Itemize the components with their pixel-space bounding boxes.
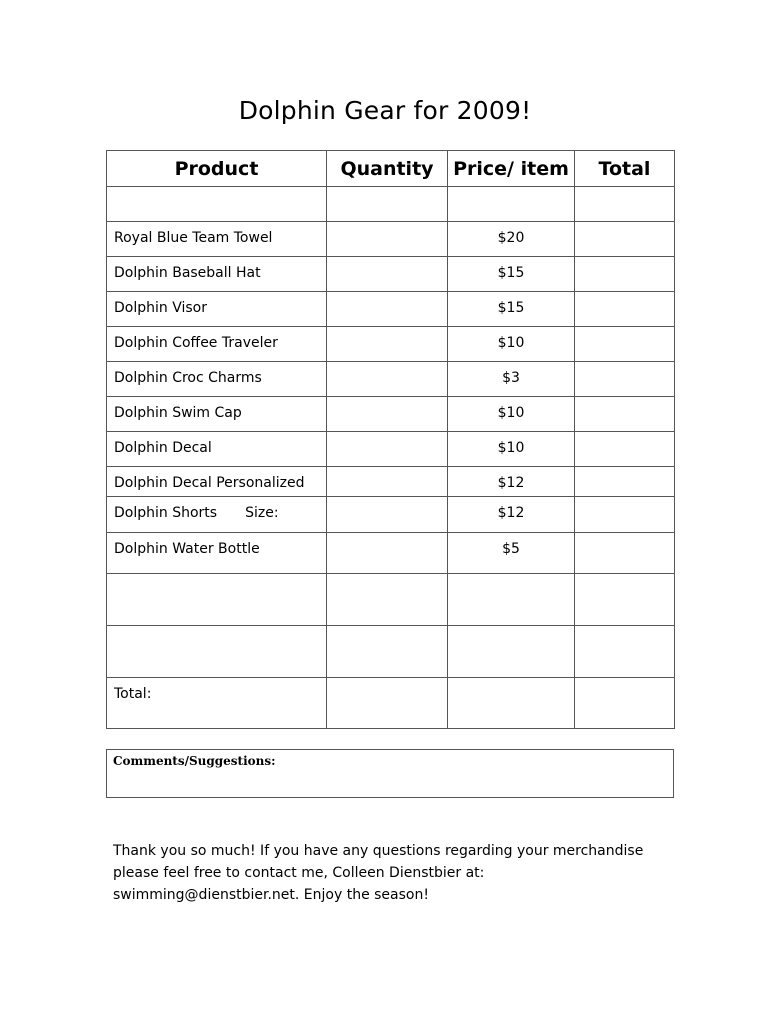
- grand-total-cell[interactable]: [575, 678, 675, 729]
- total-cell[interactable]: [575, 432, 675, 467]
- table-row: [107, 497, 675, 533]
- table-row: [107, 467, 675, 497]
- total-cell[interactable]: [575, 362, 675, 397]
- comments-label: Comments/Suggestions:: [113, 754, 276, 768]
- product-cell: Dolphin Coffee Traveler: [107, 327, 327, 362]
- table-row: [107, 397, 675, 432]
- table-row: [107, 533, 675, 574]
- header-total: Total: [575, 151, 675, 187]
- size-label: Size:: [245, 505, 279, 521]
- blank-quantity-cell[interactable]: [327, 626, 448, 678]
- price-cell: $5: [448, 533, 575, 574]
- product-cell: Dolphin Decal Personalized: [107, 467, 327, 497]
- price-cell: $10: [448, 397, 575, 432]
- quantity-cell[interactable]: [327, 432, 448, 467]
- quantity-cell[interactable]: [327, 327, 448, 362]
- price-cell: $12: [448, 467, 575, 497]
- thank-you-note: [113, 840, 673, 906]
- total-quantity-cell[interactable]: [327, 678, 448, 729]
- total-label: Total:: [107, 678, 327, 729]
- blank-quantity-cell[interactable]: [327, 574, 448, 626]
- price-cell: $15: [448, 257, 575, 292]
- table-row: [107, 257, 675, 292]
- total-cell[interactable]: [575, 497, 675, 533]
- total-cell[interactable]: [575, 222, 675, 257]
- blank-total-cell[interactable]: [575, 187, 675, 222]
- total-cell[interactable]: [575, 292, 675, 327]
- blank-product-cell: [107, 626, 327, 678]
- product-cell: Royal Blue Team Towel: [107, 222, 327, 257]
- blank-product-cell: [107, 187, 327, 222]
- product-cell: Dolphin Baseball Hat: [107, 257, 327, 292]
- total-cell[interactable]: [575, 467, 675, 497]
- quantity-cell[interactable]: [327, 257, 448, 292]
- page-title: Dolphin Gear for 2009!: [238, 96, 532, 125]
- note-line: Thank you so much! If you have any questions regarding your merchandise: [113, 843, 644, 859]
- blank-price-cell: [448, 626, 575, 678]
- price-cell: $10: [448, 432, 575, 467]
- note-line: please feel free to contact me, Colleen Dienstbier at:: [113, 865, 485, 881]
- total-cell[interactable]: [575, 533, 675, 574]
- table-header-row: [107, 151, 675, 187]
- blank-total-cell[interactable]: [575, 574, 675, 626]
- blank-price-cell: [448, 187, 575, 222]
- product-cell: [107, 497, 327, 533]
- header-price: Price/ item: [448, 151, 575, 187]
- table-row: [107, 292, 675, 327]
- comments-box[interactable]: [106, 749, 674, 798]
- table-row: [107, 432, 675, 467]
- blank-total-cell[interactable]: [575, 626, 675, 678]
- price-cell: $10: [448, 327, 575, 362]
- total-row: [107, 678, 675, 729]
- product-name: Dolphin Shorts: [114, 505, 218, 521]
- product-cell: Dolphin Swim Cap: [107, 397, 327, 432]
- table-row: [107, 187, 675, 222]
- total-cell[interactable]: [575, 327, 675, 362]
- quantity-cell[interactable]: [327, 467, 448, 497]
- quantity-cell[interactable]: [327, 362, 448, 397]
- total-price-cell: [448, 678, 575, 729]
- product-cell: Dolphin Decal: [107, 432, 327, 467]
- product-cell: Dolphin Water Bottle: [107, 533, 327, 574]
- table-row: [107, 222, 675, 257]
- header-product: Product: [107, 151, 327, 187]
- quantity-cell[interactable]: [327, 533, 448, 574]
- blank-quantity-cell[interactable]: [327, 187, 448, 222]
- table-row: [107, 327, 675, 362]
- price-cell: $15: [448, 292, 575, 327]
- product-cell: Dolphin Croc Charms: [107, 362, 327, 397]
- quantity-cell[interactable]: [327, 497, 448, 533]
- note-line: swimming@dienstbier.net. Enjoy the season!: [113, 887, 429, 903]
- price-cell: $12: [448, 497, 575, 533]
- table-row: [107, 362, 675, 397]
- price-cell: $20: [448, 222, 575, 257]
- table-row: [107, 626, 675, 678]
- total-cell[interactable]: [575, 397, 675, 432]
- table-row: [107, 574, 675, 626]
- product-cell: Dolphin Visor: [107, 292, 327, 327]
- header-quantity: Quantity: [327, 151, 448, 187]
- order-table: [106, 150, 675, 729]
- quantity-cell[interactable]: [327, 222, 448, 257]
- blank-product-cell: [107, 574, 327, 626]
- price-cell: $3: [448, 362, 575, 397]
- quantity-cell[interactable]: [327, 397, 448, 432]
- blank-price-cell: [448, 574, 575, 626]
- total-cell[interactable]: [575, 257, 675, 292]
- quantity-cell[interactable]: [327, 292, 448, 327]
